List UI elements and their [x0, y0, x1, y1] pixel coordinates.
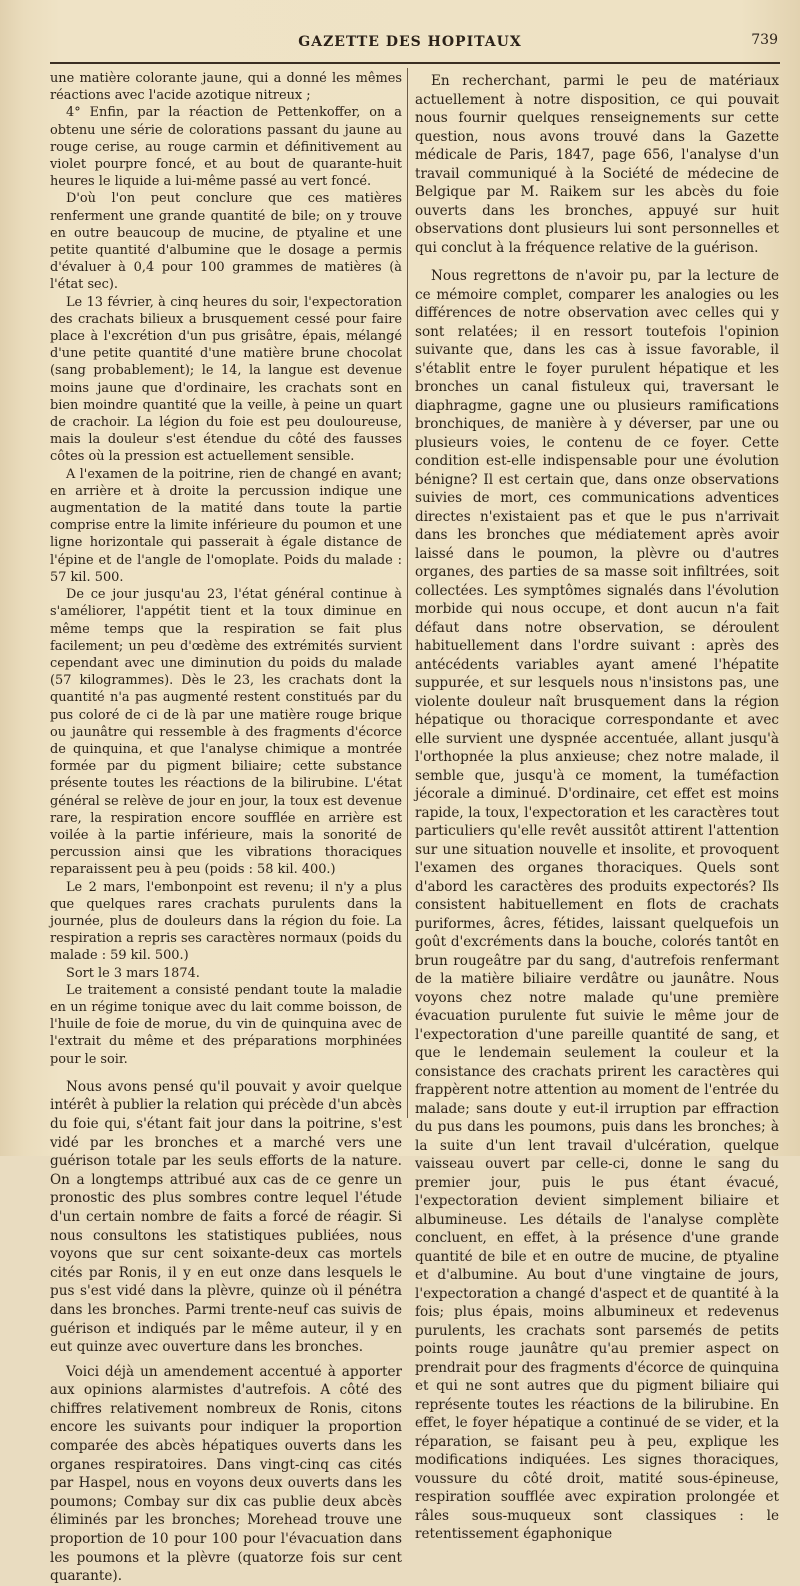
paragraph: D'où l'on peut conclure que ces matières renferment une grande quantité de bile; on y trouve en outre beaucoup de mucine, de ptyaline et une petite quantité d'albumine que le dosage a permis d'évaluer à 0,4 pour 100 grammes de matières (à l'état sec).	[50, 191, 402, 293]
header-rule	[50, 62, 780, 64]
right-column	[415, 72, 779, 1542]
paragraph: De ce jour jusqu'au 23, l'état général continue à s'améliorer, l'appétit tient et la toux diminue en même temps que la respiration se fait plus facilement; un peu d'œdème des extrémités survient cependant avec une diminution du poids du malade (57 kilogrammes). Dès le 23, les crachats dont la quantité n'a pas augmenté restent constitués par du pus coloré de ci de là par une matière rouge brique ou jaunâtre qui ressemble à des fragments d'écorce de quinquina, et que l'analyse chimique a montrée formée par du pigment biliaire; cette substance présente toutes les réactions de la bilirubine. L'état général se relève de jour en jour, la toux est devenue rare, la respiration encore soufflée en arrière est voilée à la partie inférieure, mais la sonorité de percussion ainsi que les vibrations thoraciques reparaissent peu à peu (poids : 58 kil. 400.)	[50, 587, 402, 878]
page-number: 739	[751, 32, 778, 48]
column-divider	[407, 68, 408, 1118]
paragraph: une matière colorante jaune, qui a donné les mêmes réactions avec l'acide azotique nitreux ;	[50, 71, 402, 104]
page-header	[40, 30, 780, 58]
paragraph: Voici déjà un amendement accentué à apporter aux opinions alarmistes d'autrefois. A côté des chiffres relativement nombreux de Ronis, citons encore les suivants pour indiquer la proportion comparée des abcès hépatiques ouverts dans les organes respiratoires. Dans vingt-cinq cas cités par Haspel, nous en voyons deux ouverts dans les poumons; Combay sur dix cas publie deux abcès éliminés par les bronches; Morehead trouve une proportion de 10 pour 100 pour l'évacuation dans les poumons et la plèvre (quatorze fois sur cent quarante).	[50, 1363, 402, 1585]
paragraph: Nous regrettons de n'avoir pu, par la lecture de ce mémoire complet, comparer les analogies ou les différences de notre observation avec celles qui y sont relatées; il en ressort toutefois l'opinion suivante que, dans les cas à issue favorable, il s'établit entre le foyer purulent hépatique et les bronches un canal fistuleux qui, traversant le diaphragme, gagne une ou plusieurs ramifications bronchiques, de manière à y déverser, par une ou plusieurs voies, le contenu de ce foyer. Cette condition est-elle indispensable pour une évolution bénigne? Il est certain que, dans onze observations suivies de mort, ces communications adventices directes n'existaient pas et que le pus n'arrivait dans les bronches que médiatement après avoir laissé dans le poumon, la plèvre ou d'autres organes, des parties de sa masse soit infiltrées, soit collectées. Les symptômes signalés dans l'évolution morbide qui nous occupe, et dont aucun n'a fait défaut dans notre observation, se déroulent habituellement dans l'ordre suivant : après des antécédents variables ayant amené l'hépatite suppurée, et sur lesquels nous n'insistons pas, une violente douleur naît brusquement dans la région hépatique ou thoracique correspondante et avec elle survient une dyspnée accentuée, allant jusqu'à l'orthopnée la plus anxieuse; chez notre malade, il semble que, jusqu'à ce moment, la tuméfaction jécorale a diminué. D'ordinaire, cet effet est moins rapide, la toux, l'expectoration et les caractères tout particuliers qu'elle revêt aussitôt attirent l'attention sur une situation nouvelle et insolite, et provoquent l'examen des organes thoraciques. Quels sont d'abord les caractères des produits expectorés? Ils consistent habituellement en flots de crachats puriformes, âcres, fétides, laissant quelquefois un goût d'excréments dans la bouche, colorés tantôt en brun rougeâtre par du sang, d'autrefois renfermant de la matière biliaire verdâtre ou jaunâtre. Nous voyons chez notre malade qu'une première évacuation purulente fut suivie le même jour de l'expectoration d'une pareille quantité de sang, et que le lendemain seulement la couleur et la consistance des crachats prirent les caractères qui frappèrent notre attention au moment de l'entrée du malade; sans doute y eut-il irruption par effraction du pus dans les poumons, puis dans les bronches; à la suite d'un lent travail d'ulcération, quelque vaisseau ouvert par celle-ci, donne le sang du premier jour, puis le pus étant évacué, l'expectoration devient simplement biliaire et albumineuse. Les détails de l'analyse complète concluent, en effet, à la présence d'une grande quantité de bile et en outre de mucine, de ptyaline et d'albumine. Au bout d'une vingtaine de jours, l'expectoration a changé d'aspect et de quantité à la fois; plus épais, moins albumineux et redevenus purulents, les crachats sont parsemés de petits points rouge jaunâtre qu'au premier aspect on prendrait pour des fragments d'écorce de quinquina et qui ne sont autres que du pigment biliaire qui représente toutes les réactions de la bilirubine. En effet, le foyer hépatique a continué de se vider, et la réparation, se faisant peu à peu, explique les modifications indiquées. Les signes thoraciques, voussure du côté droit, matité sous-épineuse, respiration soufflée avec expiration prolongée et râles sous-muqueux sont classiques : le retentissement égaphonique	[415, 268, 779, 1542]
left-column	[50, 70, 402, 1585]
running-head: GAZETTE DES HOPITAUX	[298, 34, 522, 50]
paragraph: Le 2 mars, l'embonpoint est revenu; il n'y a plus que quelques rares crachats purulents dans la journée, plus de douleurs dans la région du foie. La respiration a repris ses caractères normaux (poids du malade : 59 kil. 500.)	[50, 879, 402, 964]
paragraph: 4° Enfin, par la réaction de Pettenkoffer, on a obtenu une série de colorations passant du jaune au rouge cerise, au rouge carmin et définitivement au violet pourpre foncé, et au bout de quarante-huit heures le liquide a lui-même passé au vert foncé.	[50, 105, 402, 190]
paragraph: Sort le 3 mars 1874.	[66, 965, 200, 981]
paragraph: En recherchant, parmi le peu de matériaux actuellement à notre disposition, ce qui pouvait nous fournir quelques renseignements sur cette question, nous avons trouvé dans la Gazette médicale de Paris, 1847, page 656, l'analyse d'un travail communiqué à la Société de médecine de Belgique par M. Raikem sur les abcès du foie ouverts dans les bronches, appuyé sur huit observations dont plusieurs lui sont personnelles et qui conclut à la fréquence relative de la guérison.	[415, 73, 779, 256]
paragraph: Nous avons pensé qu'il pouvait y avoir quelque intérêt à publier la relation qui précède d'un abcès du foie qui, s'étant fait jour dans la poitrine, s'est vidé par les bronches et a marché vers une guérison totale par les seuls efforts de la nature. On a longtemps attribué aux cas de ce genre un pronostic des plus sombres contre lequel l'étude d'un certain nombre de faits a forcé de réagir. Si nous consultons les statistiques publiées, nous voyons que sur cent soixante-deux cas mortels cités par Ronis, il y en eut onze dans lesquels le pus s'est vidé dans la plèvre, quinze où il pénétra dans les bronches. Parmi trente-neuf cas suivis de guérison et indiqués par le même auteur, il y en eut quinze avec ouverture dans les bronches.	[50, 1078, 402, 1356]
paragraph: Le traitement a consisté pendant toute la maladie en un régime tonique avec du lait comme boisson, de l'huile de foie de morue, du vin de quinquina avec de l'extrait du même et des préparations morphinées pour le soir.	[50, 982, 402, 1067]
paragraph: Le 13 février, à cinq heures du soir, l'expectoration des crachats bilieux a brusquement cessé pour faire place à l'excrétion d'un pus grisâtre, épais, mélangé d'une petite quantité d'une matière brune chocolat (sang probablement); le 14, la langue est devenue moins jaune que d'ordinaire, les crachats sont en bien moindre quantité que la veille, à peine un quart de crachoir. La légion du foie est peu douloureuse, mais la douleur s'est étendue du côté des fausses côtes où la pression est actuellement sensible.	[50, 294, 402, 465]
paragraph: A l'examen de la poitrine, rien de changé en avant; en arrière et à droite la percussion indique une augmentation de la matité dans toute la partie comprise entre la limite inférieure du poumon et une ligne horizontale qui passerait à égale distance de l'épine et de l'angle de l'omoplate. Poids du malade : 57 kil. 500.	[50, 466, 402, 585]
